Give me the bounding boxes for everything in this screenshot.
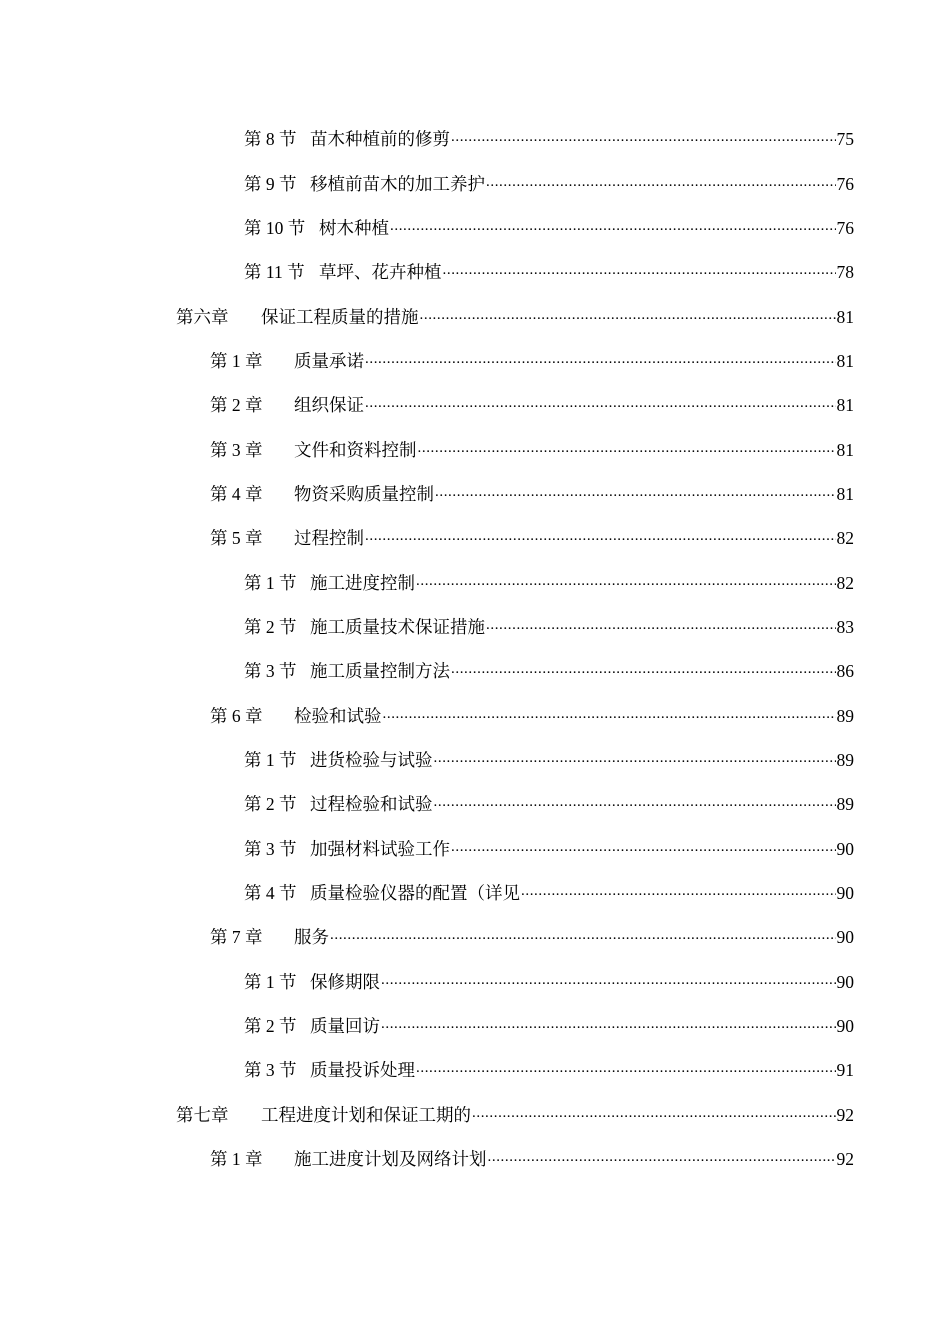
toc-entry-line (244, 216, 950, 237)
toc-entry-line (210, 438, 950, 459)
toc-entry-line (176, 1103, 950, 1124)
toc-entry-title: 质量投诉处理 (310, 1060, 415, 1081)
toc-entry[interactable] (0, 116, 950, 160)
toc-entry[interactable] (0, 471, 950, 515)
dot-leader (451, 837, 836, 855)
toc-entry-page: 92 (836, 1104, 854, 1125)
toc-entry-line (244, 172, 950, 193)
toc-entry-page: 81 (836, 439, 854, 460)
dot-leader (365, 349, 836, 367)
toc-entry-page: 90 (836, 1016, 854, 1037)
toc-entry-line (244, 261, 950, 282)
toc-entry-line (244, 660, 950, 681)
toc-entry-number: 第 4 节 (244, 883, 297, 904)
toc-entry-page: 86 (836, 661, 854, 682)
dot-leader (420, 305, 836, 323)
toc-entry-title: 施工质量技术保证措施 (310, 616, 485, 637)
dot-leader (488, 1148, 836, 1166)
toc-entry[interactable] (0, 205, 950, 249)
toc-entry-number: 第 4 章 (210, 483, 263, 504)
toc-entry-title: 组织保证 (294, 395, 364, 416)
toc-entry-title: 工程进度计划和保证工期的 (261, 1104, 471, 1125)
dot-leader (486, 615, 836, 633)
toc-entry[interactable] (0, 426, 950, 470)
toc-entry[interactable] (0, 648, 950, 692)
dot-leader (383, 704, 836, 722)
dot-leader (486, 172, 836, 190)
toc-entry-title: 质量回访 (310, 1016, 380, 1037)
toc-entry-page: 81 (836, 350, 854, 371)
dot-leader (365, 394, 836, 412)
toc-entry-line (244, 970, 950, 991)
toc-entry[interactable] (0, 515, 950, 559)
toc-entry-title: 文件和资料控制 (294, 439, 417, 460)
toc-entry-title: 保修期限 (310, 971, 380, 992)
toc-entry-number: 第 3 节 (244, 1060, 297, 1081)
toc-entry-title: 移植前苗木的加工养护 (310, 173, 485, 194)
toc-entry-line (244, 748, 950, 769)
dot-leader (416, 571, 836, 589)
toc-entry-number: 第 5 章 (210, 528, 263, 549)
toc-entry[interactable] (0, 338, 950, 382)
toc-entry-page: 78 (836, 262, 854, 283)
toc-entry-title: 检验和试验 (294, 705, 382, 726)
toc-entry-title: 过程控制 (294, 528, 364, 549)
table-of-contents (0, 116, 950, 1180)
toc-entry[interactable] (0, 692, 950, 736)
toc-entry-page: 90 (836, 927, 854, 948)
toc-entry-number: 第 2 章 (210, 395, 263, 416)
dot-leader (443, 261, 836, 279)
toc-entry[interactable] (0, 1047, 950, 1091)
dot-leader (381, 970, 836, 988)
toc-entry-title: 保证工程质量的措施 (261, 306, 419, 327)
toc-entry-title: 加强材料试验工作 (310, 838, 450, 859)
toc-entry[interactable] (0, 559, 950, 603)
toc-entry[interactable] (0, 1092, 950, 1136)
toc-entry-number: 第 1 章 (210, 1149, 263, 1170)
toc-entry-number: 第 10 节 (244, 217, 306, 238)
toc-entry-number: 第 7 章 (210, 927, 263, 948)
toc-entry-number: 第 3 节 (244, 661, 297, 682)
toc-entry-page: 89 (836, 794, 854, 815)
toc-entry-line (210, 926, 950, 947)
toc-entry-page: 75 (836, 129, 854, 150)
dot-leader (365, 527, 836, 545)
toc-entry-page: 90 (836, 838, 854, 859)
toc-entry-title: 草坪、花卉种植 (319, 262, 442, 283)
toc-entry-title: 苗木种植前的修剪 (310, 129, 450, 150)
toc-entry-number: 第 1 节 (244, 971, 297, 992)
toc-entry[interactable] (0, 781, 950, 825)
toc-entry[interactable] (0, 959, 950, 1003)
toc-entry-line (244, 128, 950, 149)
toc-entry[interactable] (0, 870, 950, 914)
dot-leader (451, 128, 836, 146)
toc-entry-line (244, 837, 950, 858)
toc-entry-title: 树木种植 (319, 217, 389, 238)
toc-entry[interactable] (0, 293, 950, 337)
toc-entry-page: 90 (836, 971, 854, 992)
toc-entry[interactable] (0, 160, 950, 204)
toc-entry-number: 第 2 节 (244, 794, 297, 815)
toc-entry-page: 81 (836, 395, 854, 416)
toc-entry-page: 82 (836, 572, 854, 593)
toc-entry-page: 81 (836, 483, 854, 504)
toc-entry-number: 第六章 (176, 306, 229, 327)
toc-entry[interactable] (0, 382, 950, 426)
dot-leader (418, 438, 836, 456)
toc-entry-number: 第 1 节 (244, 749, 297, 770)
toc-entry-number: 第 2 节 (244, 616, 297, 637)
toc-entry[interactable] (0, 604, 950, 648)
toc-entry-page: 81 (836, 306, 854, 327)
toc-entry-page: 91 (836, 1060, 854, 1081)
toc-entry[interactable] (0, 1136, 950, 1180)
toc-entry-line (210, 482, 950, 503)
toc-entry-page: 83 (836, 616, 854, 637)
toc-entry-title: 质量检验仪器的配置（详见 (310, 883, 520, 904)
toc-entry-number: 第 3 章 (210, 439, 263, 460)
toc-entry-title: 施工进度控制 (310, 572, 415, 593)
toc-entry-title: 施工进度计划及网络计划 (294, 1149, 487, 1170)
toc-entry-number: 第 3 节 (244, 838, 297, 859)
toc-entry-number: 第 11 节 (244, 262, 305, 283)
toc-entry-line (210, 704, 950, 725)
toc-entry-line (210, 394, 950, 415)
toc-entry-line (176, 305, 950, 326)
toc-entry[interactable] (0, 1003, 950, 1047)
toc-entry-page: 76 (836, 173, 854, 194)
toc-entry-line (210, 1148, 950, 1169)
dot-leader (330, 926, 836, 944)
dot-leader (521, 882, 836, 900)
dot-leader (434, 793, 836, 811)
toc-entry-page: 76 (836, 217, 854, 238)
toc-entry-number: 第七章 (176, 1104, 229, 1125)
dot-leader (435, 482, 836, 500)
toc-entry[interactable] (0, 914, 950, 958)
dot-leader (381, 1015, 836, 1033)
toc-entry-title: 进货检验与试验 (310, 749, 433, 770)
toc-entry-title: 物资采购质量控制 (294, 483, 434, 504)
toc-entry-number: 第 1 章 (210, 350, 263, 371)
toc-entry-line (244, 882, 950, 903)
toc-entry-title: 质量承诺 (294, 350, 364, 371)
toc-entry-line (210, 349, 950, 370)
toc-entry-number: 第 2 节 (244, 1016, 297, 1037)
toc-entry-line (244, 793, 950, 814)
toc-entry-line (244, 615, 950, 636)
toc-entry-title: 过程检验和试验 (310, 794, 433, 815)
toc-entry[interactable] (0, 826, 950, 870)
toc-entry-page: 89 (836, 749, 854, 770)
toc-entry-page: 90 (836, 883, 854, 904)
toc-entry[interactable] (0, 737, 950, 781)
dot-leader (390, 216, 836, 234)
dot-leader (416, 1059, 836, 1077)
toc-entry[interactable] (0, 249, 950, 293)
toc-entry-number: 第 8 节 (244, 129, 297, 150)
toc-entry-line (244, 571, 950, 592)
toc-entry-line (244, 1015, 950, 1036)
toc-entry-title: 服务 (294, 927, 329, 948)
toc-entry-number: 第 9 节 (244, 173, 297, 194)
toc-entry-title: 施工质量控制方法 (310, 661, 450, 682)
toc-entry-number: 第 1 节 (244, 572, 297, 593)
dot-leader (451, 660, 836, 678)
toc-entry-line (210, 527, 950, 548)
toc-entry-page: 89 (836, 705, 854, 726)
toc-entry-number: 第 6 章 (210, 705, 263, 726)
toc-entry-line (244, 1059, 950, 1080)
toc-entry-page: 82 (836, 528, 854, 549)
toc-entry-page: 92 (836, 1149, 854, 1170)
dot-leader (472, 1103, 836, 1121)
dot-leader (434, 748, 836, 766)
